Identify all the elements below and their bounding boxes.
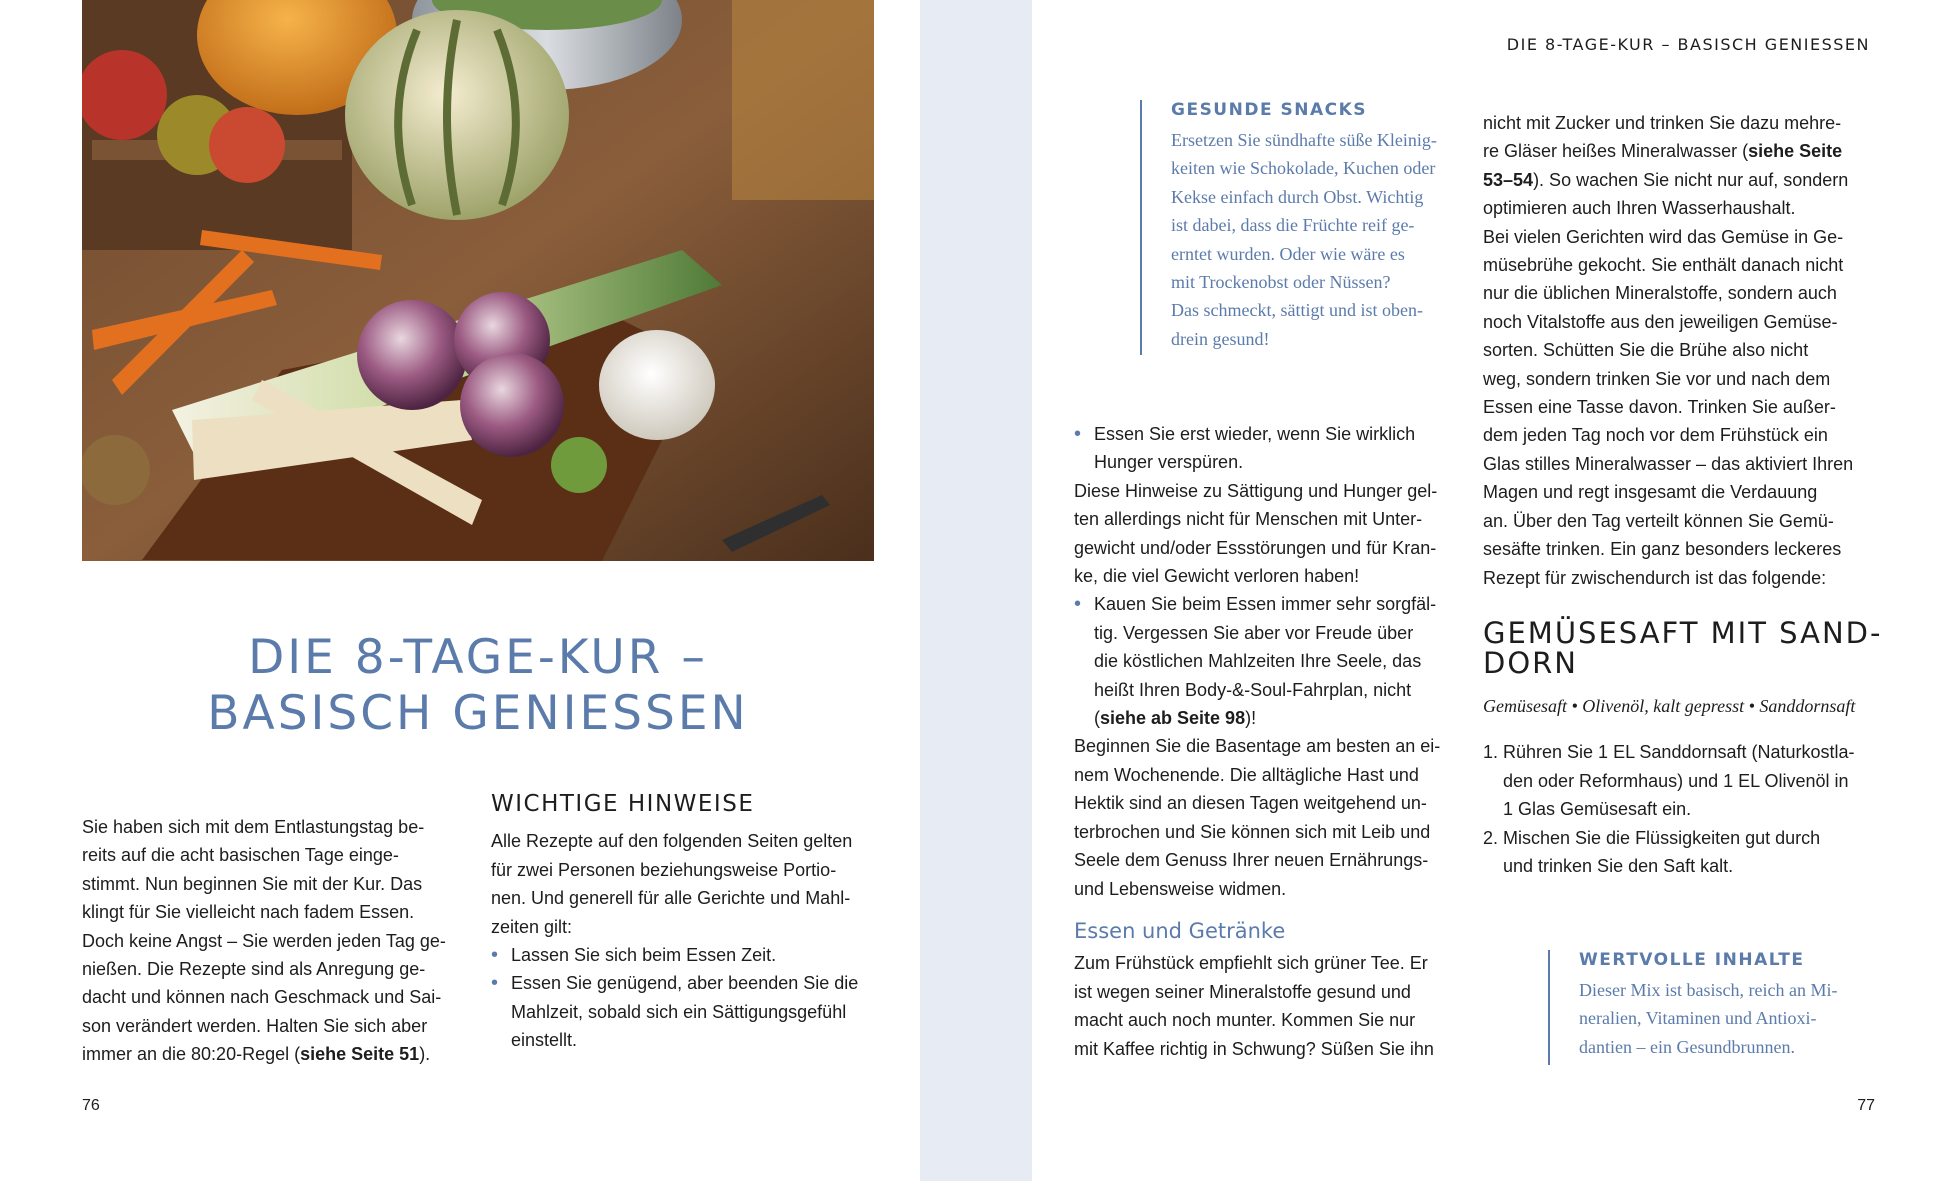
page-number-right: 77 <box>1857 1097 1875 1114</box>
intro-line: klingt für Sie vielleicht nach fadem Essen. <box>82 902 415 923</box>
paragraph-line: an. Über den Tag verteilt können Sie Gemü- <box>1483 510 1834 531</box>
bullet-line: tig. Vergessen Sie aber vor Freude über <box>1094 622 1414 643</box>
ingredients-list: Gemüsesaft • Olivenöl, kalt gepresst • Sanddornsaft <box>1483 695 1856 716</box>
page-reference: siehe Seite <box>1748 141 1843 162</box>
bullet-line <box>1094 704 1459 732</box>
paragraph-line: ke, die viel Gewicht verloren haben! <box>1074 566 1360 587</box>
intro-line: stimmt. Nun beginnen Sie mit der Kur. Das <box>82 873 423 894</box>
paragraph-line: terbrochen und Sie können sich mit Leib und <box>1074 821 1431 842</box>
paragraph-line <box>1483 166 1873 194</box>
intro-text-part: immer an die 80:20-Regel ( <box>82 1044 301 1065</box>
paragraph-line: weg, sondern trinken Sie vor und nach dem <box>1483 368 1831 389</box>
paragraph-line: optimieren auch Ihren Wasserhaushalt. <box>1483 198 1796 219</box>
running-head: DIE 8-TAGE-KUR – BASISCH GENIESSEN <box>1506 35 1870 54</box>
tip-box-snacks <box>1140 100 1491 355</box>
intro-text <box>82 813 467 1069</box>
bullet-line: die köstlichen Mahlzeiten Ihre Seele, das <box>1094 651 1422 672</box>
step-line: Mischen Sie die Flüssigkeiten gut durch <box>1503 827 1821 848</box>
paragraph-line: ist wegen seiner Mineralstoffe gesund und <box>1074 981 1411 1002</box>
bullet-line: Mahlzeit, sobald sich ein Sättigungsgefühl <box>511 1001 847 1022</box>
paragraph-line: ten allerdings nicht für Menschen mit Unter- <box>1074 509 1423 530</box>
notes-section <box>491 790 876 1055</box>
intro-line: son verändert werden. Halten Sie sich aber <box>82 1015 428 1036</box>
bullet-line: einstellt. <box>511 1030 578 1051</box>
step-number: 2. <box>1483 827 1499 848</box>
paragraph-line: nicht mit Zucker und trinken Sie dazu mehre- <box>1483 113 1842 133</box>
step-line: den oder Reformhaus) und 1 EL Olivenöl in <box>1503 770 1849 791</box>
tip-line: neralien, Vitaminen und Antioxi- <box>1579 1008 1817 1029</box>
tip-line: Das schmeckt, sättigt und ist oben- <box>1171 300 1423 321</box>
paragraph-line: Magen und regt insgesamt die Verdauung <box>1483 482 1818 503</box>
paragraph-line: noch Vitalstoffe aus den jeweiligen Gemüse- <box>1483 311 1838 332</box>
paragraph-line: Diese Hinweise zu Sättigung und Hunger gel- <box>1074 480 1438 501</box>
paragraph-line: Glas stilles Mineralwasser – das aktiviert Ihren <box>1483 453 1854 474</box>
recipe-steps <box>1483 738 1873 880</box>
bullet-line: • Essen Sie erst wieder, wenn Sie wirklich <box>1094 424 1416 444</box>
paragraph-line: dem jeden Tag noch vor dem Frühstück ein <box>1483 425 1828 446</box>
paragraph-line: Zum Frühstück empfiehlt sich grüner Tee. Er <box>1074 953 1428 974</box>
text-part: )! <box>1245 708 1257 729</box>
tip-line: Kekse einfach durch Obst. Wichtig <box>1171 186 1424 207</box>
bullet-line: • Lassen Sie sich beim Essen Zeit. <box>511 945 777 966</box>
paragraph-line: sorten. Schütten Sie die Brühe also nicht <box>1483 340 1809 361</box>
vegetables-photo <box>82 0 874 561</box>
text-part: ( <box>1094 708 1100 729</box>
bullet-item <box>1074 590 1459 732</box>
tip-line: ist dabei, dass die Früchte reif ge- <box>1171 215 1415 236</box>
tip-text <box>1579 976 1909 1061</box>
notes-line: zeiten gilt: <box>491 916 573 937</box>
intro-line: nießen. Die Rezepte sind als Anregung ge- <box>82 959 426 980</box>
tip-line: Ersetzen Sie sündhafte süße Kleinig- <box>1171 130 1437 150</box>
intro-line: Sie haben sich mit dem Entlastungstag be- <box>82 817 425 837</box>
bullet-line: • Kauen Sie beim Essen immer sehr sorgfäl- <box>1094 594 1437 615</box>
paragraph-line: nem Wochenende. Die alltägliche Hast und <box>1074 764 1419 785</box>
bullet-line: • Essen Sie genügend, aber beenden Sie die <box>511 973 859 994</box>
tip-line: erntet wurden. Oder wie wäre es <box>1171 243 1405 264</box>
paragraph-line: Essen eine Tasse davon. Trinken Sie außer- <box>1483 397 1836 418</box>
paragraph-line: Hektik sind an diesen Tagen weitgehend un- <box>1074 793 1427 814</box>
step-line: und trinken Sie den Saft kalt. <box>1503 855 1734 876</box>
paragraph-line: Rezept für zwischendurch ist das folgende: <box>1483 567 1827 588</box>
intro-line-last <box>82 1040 467 1068</box>
recipe-title <box>1483 615 1883 680</box>
paragraph-line <box>1483 137 1873 165</box>
tip-line: mit Trockenobst oder Nüssen? <box>1171 272 1391 293</box>
drinks-subheading: Essen und Getränke <box>1074 918 1286 943</box>
paragraph-line: Seele dem Genuss Ihrer neuen Ernährungs- <box>1074 850 1429 871</box>
bullet-item <box>491 941 876 969</box>
text-part: re Gläser heißes Mineralwasser ( <box>1483 141 1749 162</box>
intro-line: dacht und können nach Geschmack und Sai- <box>82 987 442 1008</box>
recipe-title-line: GEMÜSESAFT MIT SAND- <box>1483 615 1883 650</box>
page-reference: siehe Seite 51 <box>300 1044 420 1065</box>
page-reference: 53–54 <box>1483 169 1534 190</box>
paragraph-line: gewicht und/oder Essstörungen und für Kran- <box>1074 537 1437 558</box>
recipe-title-line: DORN <box>1483 645 1578 680</box>
book-gutter <box>920 0 1032 1181</box>
paragraph-line: macht auch noch munter. Kommen Sie nur <box>1074 1010 1416 1031</box>
intro-text-part: ). <box>419 1044 431 1065</box>
right-column-1 <box>1074 420 1459 1063</box>
chapter-title-line-2: BASISCH GENIESSEN <box>207 686 749 741</box>
notes-line: für zwei Personen beziehungsweise Portio- <box>491 859 837 880</box>
tip-text <box>1171 126 1491 353</box>
paragraph-line: mit Kaffee richtig in Schwung? Süßen Sie ihn <box>1074 1038 1434 1059</box>
notes-line: Alle Rezepte auf den folgenden Seiten gelten <box>491 831 853 852</box>
tip-box-values <box>1548 950 1909 1065</box>
bullet-item <box>1074 420 1459 477</box>
bullet-line: Hunger verspüren. <box>1094 452 1244 473</box>
tip-line: drein gesund! <box>1171 328 1270 349</box>
tip-line: keiten wie Schokolade, Kuchen oder <box>1171 158 1436 179</box>
notes-line: nen. Und generell für alle Gerichte und Mahl- <box>491 888 851 909</box>
step-number: 1. <box>1483 742 1499 763</box>
step-line: Rühren Sie 1 EL Sanddornsaft (Naturkostla- <box>1503 742 1855 763</box>
page-reference: siehe ab Seite 98 <box>1100 708 1246 729</box>
intro-line: reits auf die acht basischen Tage einge- <box>82 845 399 866</box>
step-line: 1 Glas Gemüsesaft ein. <box>1503 799 1692 820</box>
recipe-step <box>1483 738 1873 823</box>
bullet-list <box>1074 420 1459 477</box>
paragraph-line: Beginnen Sie die Basentage am besten an ei- <box>1074 736 1441 757</box>
notes-heading: WICHTIGE HINWEISE <box>491 791 755 817</box>
paragraph-line: sesäfte trinken. Ein ganz besonders leckeres <box>1483 539 1842 560</box>
bullet-list <box>1074 590 1459 732</box>
tip-title: WERTVOLLE INHALTE <box>1579 950 1805 970</box>
recipe-step <box>1483 824 1873 881</box>
chapter-title-line-1: DIE 8-TAGE-KUR – <box>248 630 708 685</box>
chapter-title <box>82 630 874 742</box>
bullet-item <box>491 969 876 1054</box>
intro-line: Doch keine Angst – Sie werden jeden Tag ge- <box>82 930 446 951</box>
tip-title: GESUNDE SNACKS <box>1171 100 1368 120</box>
paragraph-line: nur die üblichen Mineralstoffe, sondern auch <box>1483 283 1837 304</box>
tip-line: dantien – ein Gesundbrunnen. <box>1579 1036 1795 1057</box>
paragraph-line: Bei vielen Gerichten wird das Gemüse in Ge- <box>1483 226 1844 247</box>
right-column-2 <box>1483 109 1883 880</box>
page-number-left: 76 <box>82 1097 100 1114</box>
paragraph-line: und Lebensweise widmen. <box>1074 878 1287 899</box>
text-part: ). So wachen Sie nicht nur auf, sondern <box>1533 169 1849 190</box>
tip-line: Dieser Mix ist basisch, reich an Mi- <box>1579 980 1838 1000</box>
bullet-line: heißt Ihren Body-&-Soul-Fahrplan, nicht <box>1094 679 1412 700</box>
notes-bullet-list <box>491 941 876 1055</box>
paragraph-line: müsebrühe gekocht. Sie enthält danach nicht <box>1483 255 1844 276</box>
